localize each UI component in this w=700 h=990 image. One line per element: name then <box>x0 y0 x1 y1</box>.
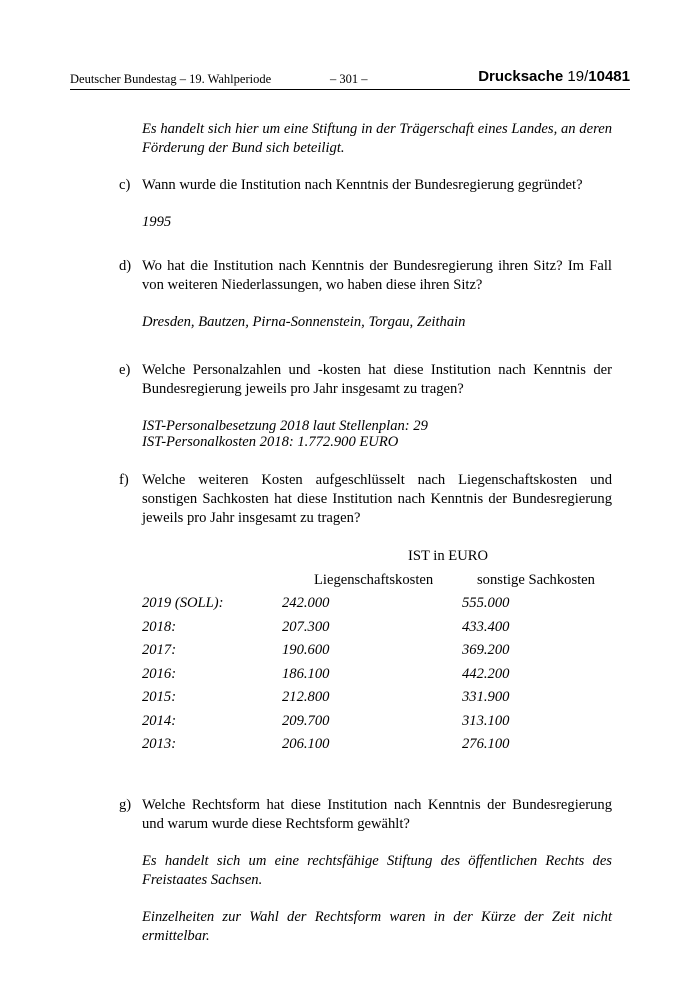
item-c-label: c) <box>119 177 131 193</box>
row-liegenschaftskosten: 190.600 <box>282 642 330 658</box>
row-liegenschaftskosten: 206.100 <box>282 736 330 752</box>
header-rule <box>70 89 630 90</box>
table-row <box>142 619 612 642</box>
row-year: 2017: <box>142 642 177 658</box>
row-sonstige-sachkosten: 442.200 <box>462 665 510 682</box>
item-f-label: f) <box>119 472 129 488</box>
row-liegenschaftskosten: 207.300 <box>282 618 330 635</box>
row-year: 2018: <box>142 618 177 635</box>
row-liegenschaftskosten: 209.700 <box>282 712 330 729</box>
item-e-label: e) <box>119 362 131 378</box>
column-header-sonstige-sachkosten: sonstige Sachkosten <box>477 572 595 588</box>
table-row <box>142 595 612 618</box>
item-c-answer: 1995 <box>142 214 172 230</box>
table-row <box>142 666 612 689</box>
row-year: 2015: <box>142 689 177 705</box>
item-g-answer1: Es handelt sich um eine rechtsfähige Stiftung des öffentlichen Rechts des Freistaates Sachsen. <box>142 853 612 888</box>
row-liegenschaftskosten: 186.100 <box>282 665 330 682</box>
table-row <box>142 689 612 712</box>
row-year: 2019 (SOLL): <box>142 595 224 611</box>
row-sonstige-sachkosten: 555.000 <box>462 595 510 611</box>
row-sonstige-sachkosten: 369.200 <box>462 642 510 658</box>
row-sonstige-sachkosten: 313.100 <box>462 712 510 729</box>
item-g-question: Welche Rechtsform hat diese Institution nach Kenntnis der Bundesregierung und warum wurde diese Rechtsform gewählt? <box>142 797 612 832</box>
row-liegenschaftskosten: 242.000 <box>282 595 330 611</box>
item-d-label: d) <box>119 258 132 274</box>
item-d-question: Wo hat die Institution nach Kenntnis der Bundesregierung ihren Sitz? Im Fall von weiteren Niederlassungen, wo haben diese ihren Sitz? <box>142 258 612 293</box>
row-sonstige-sachkosten: 433.400 <box>462 618 510 635</box>
row-year: 2013: <box>142 736 177 752</box>
item-g-answer2: Einzelheiten zur Wahl der Rechtsform waren in der Kürze der Zeit nicht ermittelbar. <box>142 909 612 944</box>
row-sonstige-sachkosten: 276.100 <box>462 736 510 752</box>
page-number: – 301 – <box>330 72 368 86</box>
document-number-prefix: Drucksache <box>478 68 564 85</box>
document-number-value: 10481 <box>588 68 630 85</box>
item-f-question: Welche weiteren Kosten aufgeschlüsselt nach Liegenschaftskosten und sonstigen Sachkosten hat diese Institution nach Kenntnis der Bundesregierung jeweils pro Jahr insgesamt zu tragen? <box>142 472 612 526</box>
row-year: 2016: <box>142 665 177 682</box>
item-e-answer-line1: IST-Personalbesetzung 2018 laut Stellenplan: 29 <box>142 418 428 434</box>
item-e-answer-line2: IST-Personalkosten 2018: 1.772.900 EURO <box>142 434 399 450</box>
table-row <box>142 713 612 736</box>
document-number-period: 19/ <box>563 68 589 85</box>
table-title: IST in EURO <box>408 548 489 564</box>
item-d-answer: Dresden, Bautzen, Pirna-Sonnenstein, Torgau, Zeithain <box>142 314 466 330</box>
column-header-liegenschaftskosten: Liegenschaftskosten <box>314 572 434 588</box>
page-header <box>70 70 630 88</box>
table-row <box>142 642 612 665</box>
intro-answer: Es handelt sich hier um eine Stiftung in der Trägerschaft eines Landes, an deren Förderung der Bund sich beteiligt. <box>142 121 612 156</box>
item-c-question: Wann wurde die Institution nach Kenntnis der Bundesregierung gegründet? <box>142 177 583 193</box>
table-row <box>142 736 612 759</box>
document-number <box>478 68 630 85</box>
item-g-label: g) <box>119 797 132 813</box>
row-year: 2014: <box>142 712 177 729</box>
row-sonstige-sachkosten: 331.900 <box>462 689 510 705</box>
item-e-question: Welche Personalzahlen und -kosten hat diese Institution nach Kenntnis der Bundesregierung jeweils pro Jahr insgesamt zu tragen? <box>142 362 612 397</box>
header-publication: Deutscher Bundestag – 19. Wahlperiode <box>70 72 272 86</box>
row-liegenschaftskosten: 212.800 <box>282 689 330 705</box>
